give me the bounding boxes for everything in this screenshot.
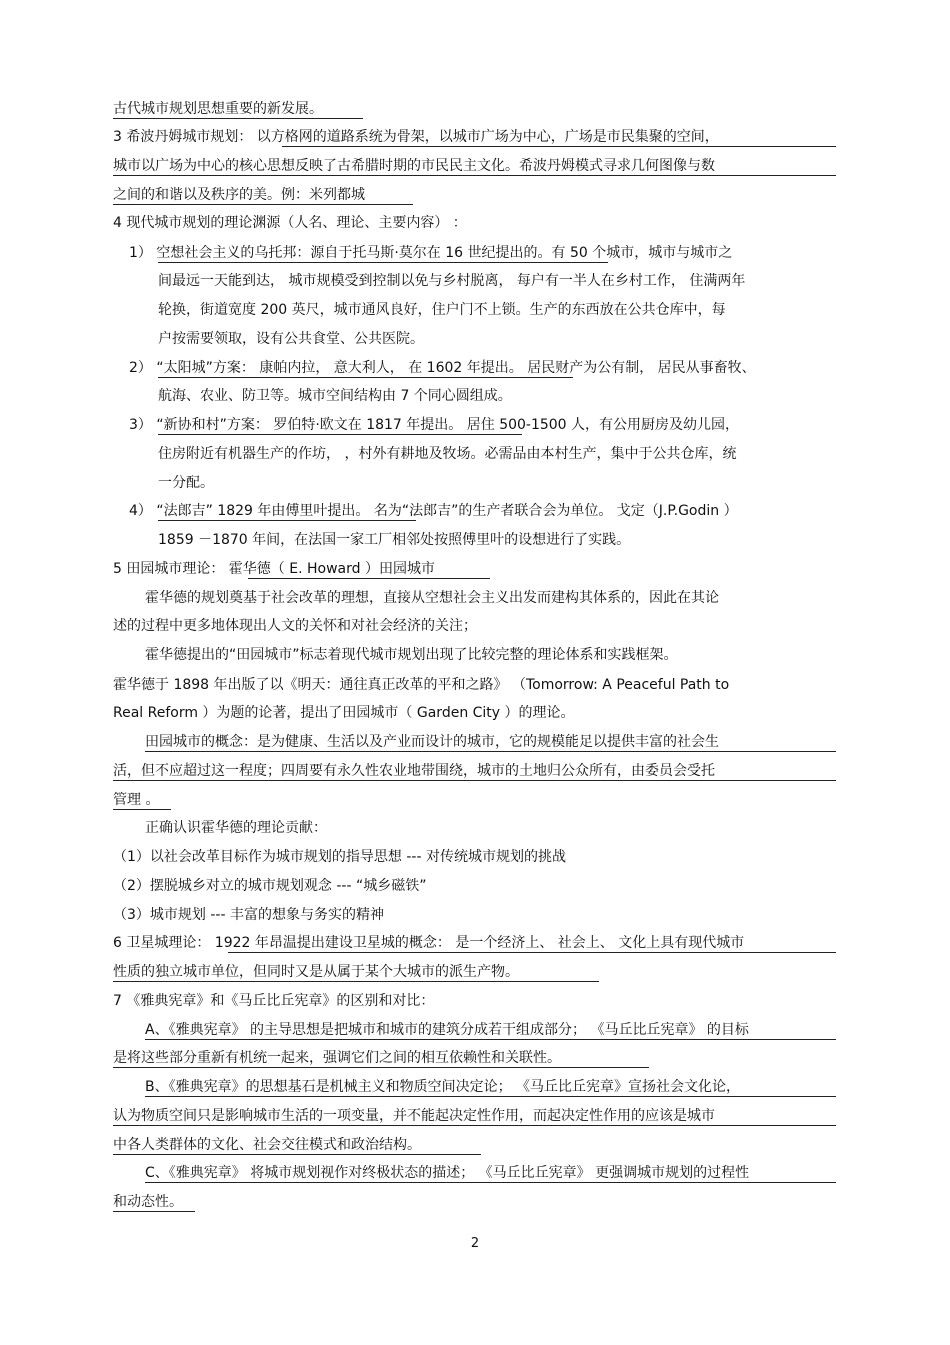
page-number: 2 bbox=[470, 1236, 480, 1251]
answer-underline bbox=[113, 1211, 195, 1212]
answer-underline bbox=[113, 1067, 649, 1068]
answer-underline bbox=[113, 809, 171, 810]
text-line: 是将这些部分重新有机统一起来，强调它们之间的相互依赖性和关联性。 bbox=[113, 1050, 561, 1066]
text-line: 户按需要领取，设有公共食堂、公共医院。 bbox=[158, 331, 424, 347]
answer-underline bbox=[113, 175, 836, 176]
answer-underline bbox=[113, 780, 836, 781]
text-line: 间最远一天能到达， 城市规模受到控制以免与乡村脱离， 每户有一半人在乡村工作， 住满两年 bbox=[158, 273, 746, 289]
text-line: 一分配。 bbox=[158, 475, 214, 491]
answer-underline bbox=[228, 952, 836, 953]
text-line: 7 《雅典宪章》和《马丘比丘宪章》的区别和对比： bbox=[113, 993, 435, 1009]
text-line: 1） 空想社会主义的乌托邦：源自于托马斯·莫尔在 16 世纪提出的。有 50 个城市，城市与城市之 bbox=[129, 245, 733, 261]
text-line: 6 卫星城理论： 1922 年昂温提出建设卫星城的概念： 是一个经济上、 社会上、 文化上具有现代城市 bbox=[113, 935, 745, 951]
text-line: 4 现代城市规划的理论渊源（人名、理论、主要内容） ： bbox=[113, 215, 467, 231]
text-line: 中各人类群体的文化、社会交往模式和政治结构。 bbox=[113, 1137, 421, 1153]
text-line: 活，但不应超过这一程度；四周要有永久性农业地带围绕，城市的土地归公众所有，由委员会受托 bbox=[113, 763, 715, 779]
text-line: C、《雅典宪章》 将城市规划视作对终极状态的描述； 《马丘比丘宪章》 更强调城市规划的过程性 bbox=[145, 1165, 750, 1181]
answer-underline bbox=[113, 981, 599, 982]
text-line: （3）城市规划 --- 丰富的想象与务实的精神 bbox=[113, 907, 384, 923]
text-line: （1）以社会改革目标作为城市规划的指导思想 --- 对传统城市规划的挑战 bbox=[113, 849, 566, 865]
answer-underline bbox=[282, 146, 836, 147]
text-line: 田园城市的概念：是为健康、生活以及产业而设计的城市，它的规模能足以提供丰富的社会生 bbox=[145, 734, 719, 750]
text-line: 之间的和谐以及秩序的美。例：米列都城 bbox=[113, 187, 365, 203]
text-line: 轮换，街道宽度 200 英尺，城市通风良好，住户门不上锁。生产的东西放在公共仓库中，每 bbox=[158, 302, 726, 318]
answer-underline bbox=[113, 1125, 836, 1126]
text-line: 1859 －1870 年间，在法国一家工厂相邻处按照傅里叶的设想进行了实践。 bbox=[158, 532, 631, 548]
text-line: 4） “法郎吉” 1829 年由傅里叶提出。 名为“法郎吉”的生产者联合会为单位。 戈定（J.P.Godin ） bbox=[129, 503, 738, 519]
text-line: B、《雅典宪章》的思想基石是机械主义和物质空间决定论； 《马丘比丘宪章》宣扬社会文化论， bbox=[145, 1079, 741, 1095]
text-line: 述的过程中更多地体现出人文的关怀和对社会经济的关注； bbox=[113, 618, 477, 634]
text-line: A、《雅典宪章》 的主导思想是把城市和城市的建筑分成若干组成部分； 《马丘比丘宪章》 的目标 bbox=[145, 1022, 749, 1038]
answer-underline bbox=[158, 520, 416, 521]
answer-underline bbox=[113, 118, 363, 119]
text-line: 航海、农业、防卫等。城市空间结构由 7 个同心圆组成。 bbox=[158, 388, 512, 404]
text-line: 霍华德提出的“田园城市”标志着现代城市规划出现了比较完整的理论体系和实践框架。 bbox=[145, 647, 678, 663]
answer-underline bbox=[158, 434, 522, 435]
answer-underline bbox=[145, 1039, 836, 1040]
text-line: 认为物质空间只是影响城市生活的一项变量，并不能起决定性作用，而起决定性作用的应该是城市 bbox=[113, 1108, 715, 1124]
text-line: 霍华德于 1898 年出版了以《明天：通往真正改革的平和之路》 （Tomorrow: A Peaceful Path to bbox=[113, 677, 730, 693]
text-line: 2） “太阳城”方案： 康帕内拉， 意大利人， 在 1602 年提出。 居民财产为公有制， 居民从事畜牧、 bbox=[129, 360, 756, 376]
answer-underline bbox=[158, 377, 573, 378]
text-line: 正确认识霍华德的理论贡献： bbox=[145, 820, 327, 836]
answer-underline bbox=[145, 1182, 836, 1183]
answer-underline bbox=[113, 204, 413, 205]
text-line: 古代城市规划思想重要的新发展。 bbox=[113, 101, 323, 117]
text-line: 5 田园城市理论： 霍华德（ E. Howard ）田园城市 bbox=[113, 561, 435, 577]
answer-underline bbox=[113, 1154, 481, 1155]
text-line: 管理 。 bbox=[113, 792, 160, 808]
text-line: 3 希波丹姆城市规划： 以方格网的道路系统为骨架，以城市广场为中心，广场是市民集聚的空间， bbox=[113, 129, 719, 145]
text-line: Real Reform ）为题的论著，提出了田园城市（ Garden City ）的理论。 bbox=[113, 705, 575, 721]
answer-underline bbox=[248, 578, 490, 579]
text-line: （2）摆脱城乡对立的城市规划观念 --- “城乡磁铁” bbox=[113, 878, 427, 894]
text-line: 住房附近有机器生产的作坊， ，村外有耕地及牧场。必需品由本村生产，集中于公共仓库，统 bbox=[158, 446, 737, 462]
text-line: 城市以广场为中心的核心思想反映了古希腊时期的市民民主文化。希波丹姆模式寻求几何图像与数 bbox=[113, 158, 715, 174]
answer-underline bbox=[158, 262, 608, 263]
answer-underline bbox=[145, 1096, 836, 1097]
answer-underline bbox=[145, 751, 836, 752]
text-line: 和动态性。 bbox=[113, 1194, 183, 1210]
text-line: 3） “新协和村”方案： 罗伯特·欧文在 1817 年提出。 居住 500-1500 人，有公用厨房及幼儿园， bbox=[129, 417, 740, 433]
text-line: 霍华德的规划奠基于社会改革的理想，直接从空想社会主义出发而建构其体系的，因此在其论 bbox=[145, 590, 719, 606]
text-line: 性质的独立城市单位，但同时又是从属于某个大城市的派生产物。 bbox=[113, 964, 519, 980]
